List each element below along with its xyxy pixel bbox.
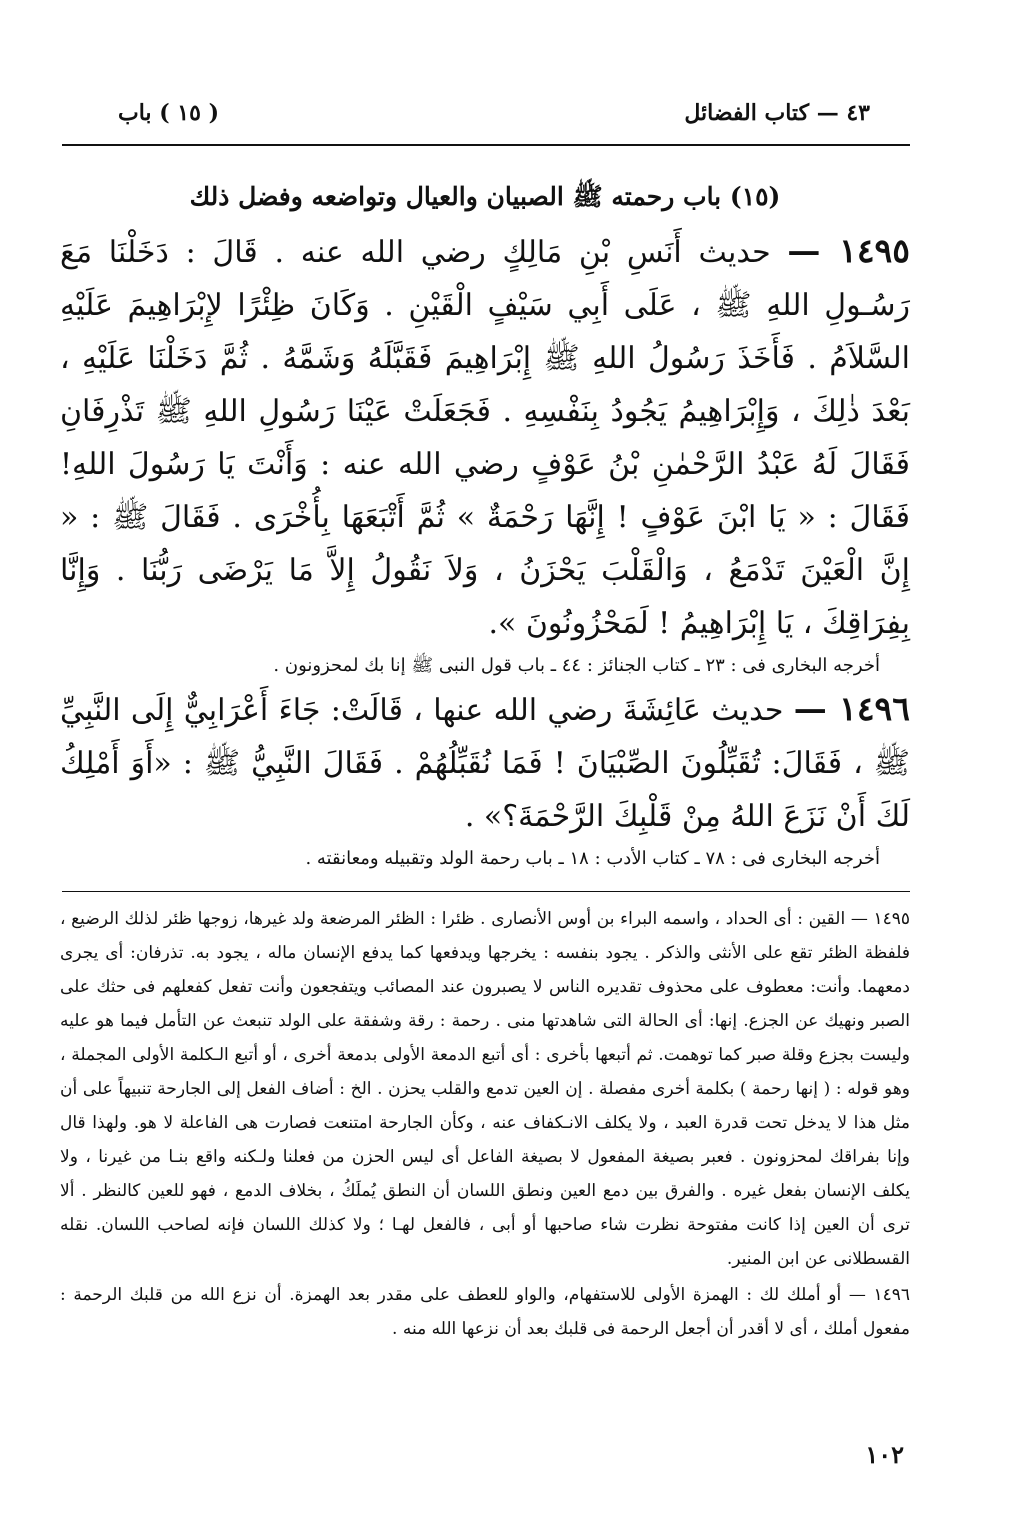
hadith-text: حديث عَائِشَةَ رضي الله عنها ، قَالَتْ: جَاءَ أَعْرَابِيٌّ إِلَى النَّبِيِّ ﷺ ، فَقَالَ: تُقَبِّلُونَ الصِّبْيَانَ ! فَمَا نُقَبِّلُهُمْ . فَقَالَ النَّبِيُّ ﷺ : «أَوَ أَمْلِكُ لَكَ أَنْ نَزَعَ اللهُ مِنْ قَلْبِكَ الرَّحْمَةَ؟» . <box>60 693 910 834</box>
hadith-1496 <box>60 682 910 843</box>
hadith-number: ١٤٩٦ — <box>793 689 910 728</box>
hadith-source: أخرجه البخارى فى : ٢٣ ـ كتاب الجنائز : ٤٤ ـ باب قول النبى ﷺ إنا بك لمحزونون . <box>273 655 880 676</box>
running-head-chapter: ( ١٥ ) باب <box>118 100 219 126</box>
footnote-1495: ١٤٩٥ — القين : أى الحداد ، واسمه البراء بن أوس الأنصارى . ظئرا : الظئر المرضعة ولد غيرها، زوجها ظئر لذلك الرضيع ، فلفظة الظئر تقع على الأنثى والذكر . يجود بنفسه : يخرجها ويدفعها كما يدفع الإنسان ماله ، يجود به. تذرفان: أى يجرى دمعهما. وأنت: معطوف على محذوف تقديره الناس لا يصبرون عند المصائب ويتفجعون وأنت تفعل كفعلهم فى حثك على الصبر ونهيك عن الجزع. إنها: أى الحالة التى شاهدتها منى . رحمة : رقة وشفقة على الولد تنبعث عن التأمل فيما هو عليه وليست بجزع وقلة صبر كما توهمت. ثم أتبعها بأخرى : أى أتبع الدمعة الأولى بدمعة أخرى ، أو أتبع الـكلمة الأولى المجملة ، وهو قوله : ( إنها رحمة ) بكلمة أخرى مفصلة . إن العين تدمع والقلب يحزن . الخ : أضاف الفعل إلى الجارحة تنبيهاً على أن مثل هذا لا يدخل تحت قدرة العبد ، ولا يكلف الانـكفاف عنه ، وكأن الجارحة امتنعت فصارت هى الفاعلة لا هو. ولهذا قال وإنا بفراقك لمحزونون . فعبر بصيغة المفعول لا بصيغة الفاعل أى ليس الحزن من فعلنا ولـكنه واقع بنـا من غيرنا ، ولا يكلف الإنسان بفعل غيره . والفرق بين دمع العين ونطق اللسان أن النطق يُملَكُ ، بخلاف الدمع ، فهو للعين كالنظر . ألا ترى أن العين إذا كانت مفتوحة نظرت شاء صاحبها أو أبى ، فالفعل لهـا ؛ ولا كذلك اللسان فإنه لصاحب اللسان. نقله القسطلانى عن ابن المنير. <box>60 909 910 1269</box>
running-head-book-title: ٤٣ — كتاب الفضائل <box>684 100 870 126</box>
header-rule <box>62 144 910 146</box>
book-page <box>60 100 910 1500</box>
footnotes <box>60 902 910 1346</box>
hadith-text: حديث أَنَسِ بْنِ مَالِكٍ رضي الله عنه . قَالَ : دَخَلْنَا مَعَ رَسُـولِ اللهِ ﷺ ، عَلَى أَبِي سَيْفٍ الْقَيْنِ . وَكَانَ ظِئْرًا لإِبْرَاهِيمَ عَلَيْهِ السَّلاَمُ . فَأَخَذَ رَسُولُ اللهِ ﷺ إِبْرَاهِيمَ فَقَبَّلَهُ وَشَمَّهُ . ثُمَّ دَخَلْنَا عَلَيْهِ ، بَعْدَ ذٰلِكَ ، وَإِبْرَاهِيمُ يَجُودُ بِنَفْسِهِ . فَجَعَلَتْ عَيْنَا رَسُولِ اللهِ ﷺ تَذْرِفَانِ فَقَالَ لَهُ عَبْدُ الرَّحْمٰنِ بْنُ عَوْفٍ رضي الله عنه : وَأَنْتَ يَا رَسُولَ اللهِ! فَقَالَ : « يَا ابْنَ عَوْفٍ ! إِنَّهَا رَحْمَةٌ » ثُمَّ أَتْبَعَهَا بِأُخْرَى . فَقَالَ ﷺ : « إِنَّ الْعَيْنَ تَدْمَعُ ، وَالْقَلْبَ يَحْزَنُ ، وَلاَ نَقُولُ إِلاَّ مَا يَرْضَى رَبُّنَا . وَإِنَّا بِفِرَاقِكَ ، يَا إِبْرَاهِيمُ ! لَمَحْزُونُونَ ». <box>60 235 910 641</box>
chapter-title: (١٥) باب رحمته ﷺ الصبيان والعيال وتواضعه وفضل ذلك <box>189 182 781 211</box>
page-number: ١٠٢ <box>865 1440 904 1469</box>
hadith-1495 <box>60 224 910 650</box>
running-head <box>60 100 910 134</box>
footnote-1496: ١٤٩٦ — أو أملك لك : الهمزة الأولى للاستفهام، والواو للعطف على مقدر بعد الهمزة. أن نزع الله من قلبك الرحمة : مفعول أملك ، أى لا أقدر أن أجعل الرحمة فى قلبك بعد أن نزعها الله منه . <box>60 1285 910 1339</box>
hadith-number: ١٤٩٥ — <box>787 231 911 270</box>
footnote-rule <box>62 891 910 892</box>
hadith-source: أخرجه البخارى فى : ٧٨ ـ كتاب الأدب : ١٨ ـ باب رحمة الولد وتقبيله ومعانقته . <box>305 848 880 869</box>
